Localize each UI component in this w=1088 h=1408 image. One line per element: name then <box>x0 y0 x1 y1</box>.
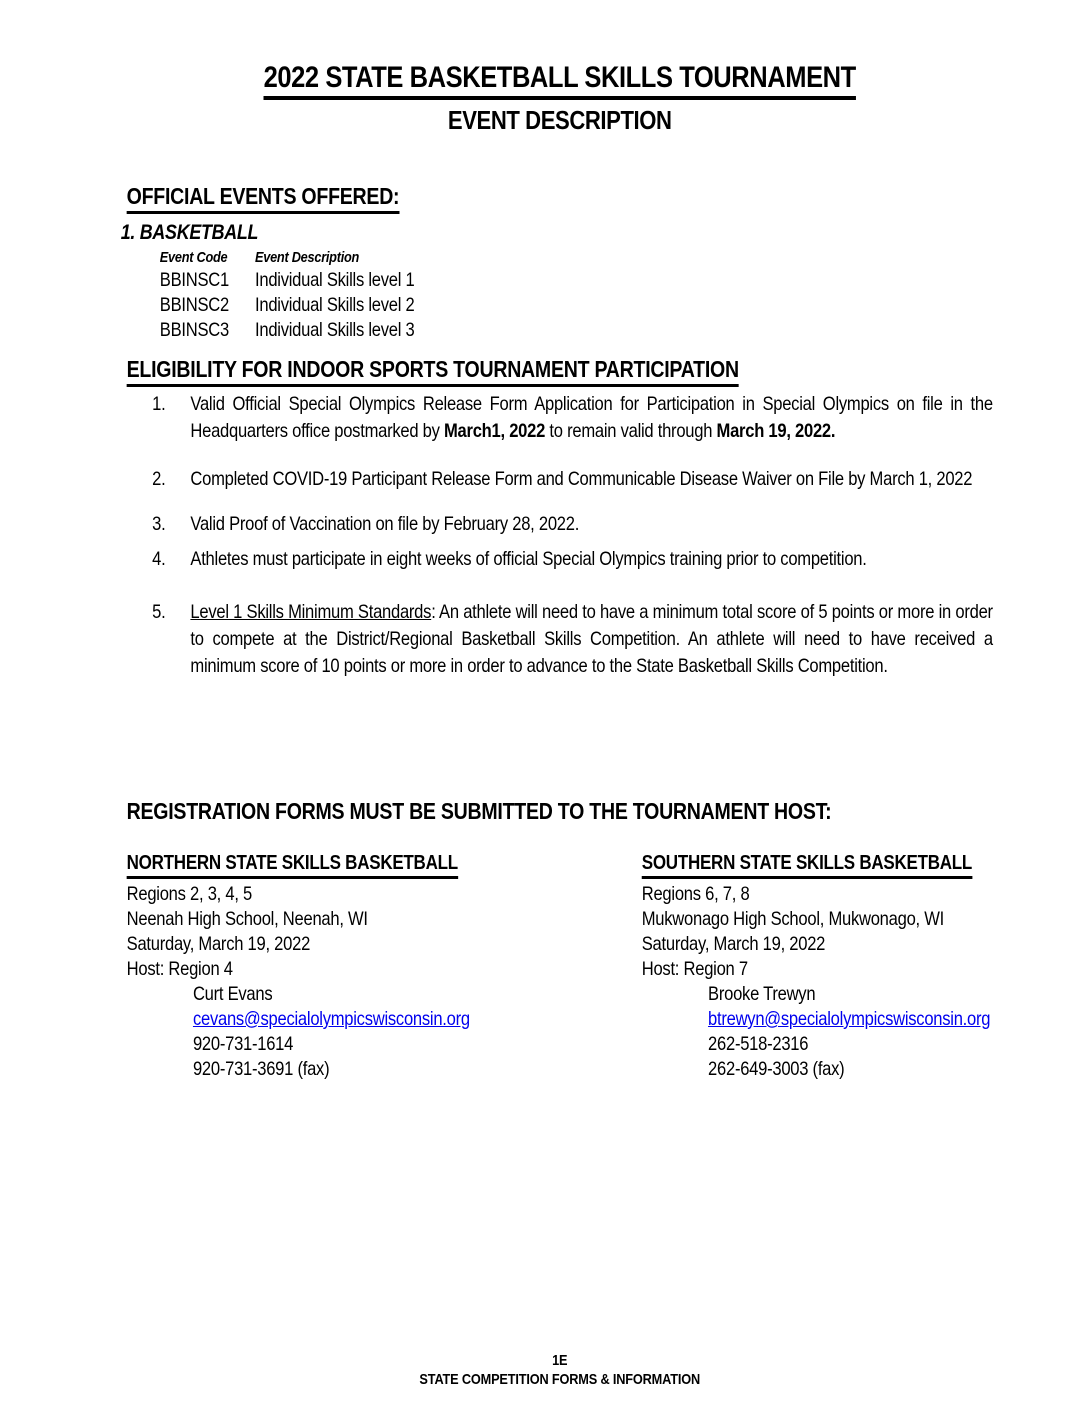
registration-heading: REGISTRATION FORMS MUST BE SUBMITTED TO THE TOURNAMENT HOST: <box>126 798 832 824</box>
host-regions: Regions 2, 3, 4, 5 <box>126 883 252 905</box>
item-text: Athletes must participate in eight weeks of official Special Olympics training prior to competition. <box>190 548 867 570</box>
table-row <box>127 318 993 343</box>
northern-heading-row <box>127 851 535 879</box>
eligibility-item-1 <box>127 391 993 445</box>
host-venue: Neenah High School, Neenah, WI <box>126 908 368 930</box>
event-code: BBINSC3 <box>159 319 229 341</box>
eligibility-list <box>127 391 993 680</box>
item-number: 1. <box>152 393 166 415</box>
eligibility-heading: ELIGIBILITY FOR INDOOR SPORTS TOURNAMENT PARTICIPATION <box>127 355 739 387</box>
host-date: Saturday, March 19, 2022 <box>126 933 311 955</box>
document-header <box>127 62 993 135</box>
southern-heading-row <box>642 851 1050 879</box>
item-text <box>190 601 992 677</box>
southern-contact-block <box>708 982 1050 1082</box>
southern-host-column <box>642 851 1050 1082</box>
item-text: Completed COVID-19 Participant Release Form and Communicable Disease Waiver on File by March 1, 2022 <box>190 468 973 490</box>
item-text <box>190 393 992 442</box>
item-number: 3. <box>152 513 166 535</box>
email-link[interactable]: cevans@specialolympicswisconsin.org <box>192 1008 470 1030</box>
event-code: BBINSC2 <box>159 294 229 316</box>
item-number: 4. <box>152 548 166 570</box>
eligibility-item-3 <box>127 511 993 538</box>
item-text-part: to remain valid through <box>545 420 717 442</box>
contact-email-row <box>193 1007 535 1032</box>
contact-fax: 920-731-3691 (fax) <box>192 1058 330 1080</box>
item-bold-date: March1, 2022 <box>444 420 546 442</box>
basketball-subheading: 1. BASKETBALL <box>120 221 259 244</box>
event-description: Individual Skills level 2 <box>255 294 415 316</box>
item-underlined-lead: Level 1 Skills Minimum Standards <box>190 601 432 623</box>
item-bold-date: March 19, 2022. <box>716 420 836 442</box>
event-description: Individual Skills level 3 <box>255 319 415 341</box>
contact-phone: 262-518-2316 <box>708 1033 809 1055</box>
eligibility-item-4 <box>127 546 993 573</box>
contact-fax: 262-649-3003 (fax) <box>708 1058 845 1080</box>
page-footer <box>127 1351 993 1389</box>
events-table <box>127 248 993 343</box>
item-number: 5. <box>152 601 166 623</box>
contact-name: Brooke Trewyn <box>708 983 816 1005</box>
contact-email-row <box>708 1007 1050 1032</box>
northern-host-column <box>127 851 535 1082</box>
eligibility-item-5 <box>127 599 993 680</box>
host-region: Host: Region 4 <box>126 958 233 980</box>
official-events-heading: OFFICIAL EVENTS OFFERED: <box>127 182 400 214</box>
item-text: Valid Proof of Vaccination on file by February 28, 2022. <box>190 513 580 535</box>
item-number: 2. <box>152 468 166 490</box>
host-date: Saturday, March 19, 2022 <box>641 933 826 955</box>
event-code: BBINSC1 <box>159 269 229 291</box>
registration-section <box>127 797 993 825</box>
eligibility-item-2 <box>127 466 993 493</box>
footer-page-code: 1E <box>552 1352 568 1369</box>
official-events-heading-row <box>127 182 993 214</box>
document-subtitle: EVENT DESCRIPTION <box>447 105 672 135</box>
event-description-header: Event Description <box>255 249 360 266</box>
host-regions: Regions 6, 7, 8 <box>641 883 750 905</box>
document-title: 2022 STATE BASKETBALL SKILLS TOURNAMENT <box>264 62 856 100</box>
footer-doc-title: STATE COMPETITION FORMS & INFORMATION <box>419 1371 701 1388</box>
table-row <box>127 268 993 293</box>
contact-phone: 920-731-1614 <box>192 1033 294 1055</box>
contact-name: Curt Evans <box>192 983 273 1005</box>
item-text-part: : An athlete will need to have a minimum total score of 5 points or more in order to compete at the District/Regional Basketball Skills Competition. An athlete will need to have received a minimum score of 10 points or more in order to advance to the State Basketball Skills Competition. <box>190 601 993 677</box>
northern-host-heading: NORTHERN STATE SKILLS BASKETBALL <box>127 851 458 879</box>
event-description: Individual Skills level 1 <box>255 269 415 291</box>
official-events-section <box>120 182 993 343</box>
host-region: Host: Region 7 <box>641 958 748 980</box>
host-venue: Mukwonago High School, Mukwonago, WI <box>641 908 944 930</box>
eligibility-section <box>127 355 993 680</box>
item-text-part: Valid Official Special Olympics Release Form Application for Participation in Special Olympics on file in the Headquarters office postmarked by <box>190 393 993 442</box>
eligibility-heading-row <box>127 355 993 387</box>
table-row <box>127 293 993 318</box>
events-table-header <box>127 248 993 268</box>
email-link[interactable]: btrewyn@specialolympicswisconsin.org <box>708 1008 991 1030</box>
title-line1-row <box>127 62 993 100</box>
northern-contact-block <box>193 982 535 1082</box>
event-code-header: Event Code <box>159 249 228 266</box>
southern-host-heading: SOUTHERN STATE SKILLS BASKETBALL <box>642 851 972 879</box>
